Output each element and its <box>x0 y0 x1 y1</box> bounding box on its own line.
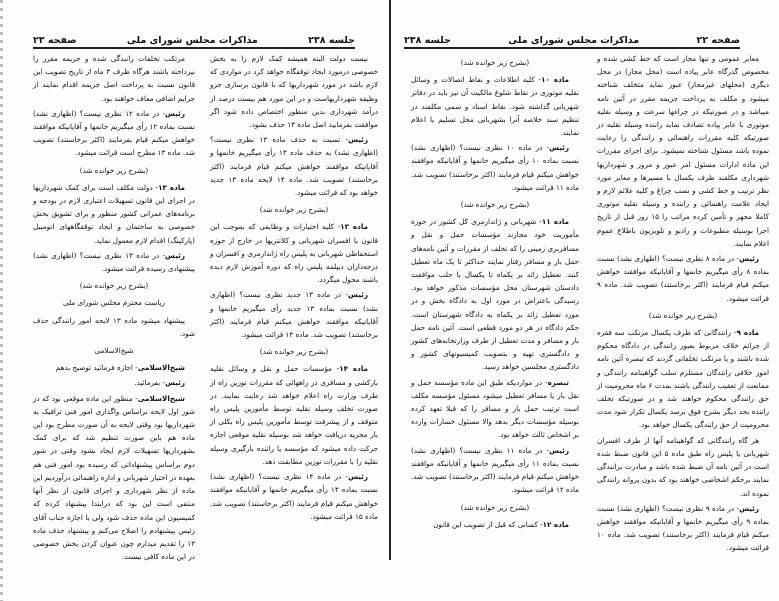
text-column <box>33 52 195 565</box>
speaker-paragraph <box>33 249 195 275</box>
paragraph-text: (بشرح زیر خوانده شد) <box>460 502 530 512</box>
speaker-paragraph <box>210 470 378 523</box>
paragraph-text: - بفرمائید. <box>134 378 166 388</box>
paragraph-text: - کسانی که قبل از تصویب این قانون <box>433 519 543 529</box>
text-column <box>411 52 579 533</box>
running-head <box>33 32 355 49</box>
page-number: صفحه ۲۲ <box>696 35 740 46</box>
stage-direction <box>33 279 195 292</box>
lead-label: رئیس <box>165 378 185 388</box>
speaker-paragraph <box>597 252 769 305</box>
paragraph-text: (بشرح زیر خوانده شد) <box>259 347 329 357</box>
lead-label: رئیس <box>165 108 185 118</box>
stage-direction <box>411 198 579 211</box>
text-column <box>597 52 769 557</box>
speaker-paragraph <box>33 392 195 564</box>
body-paragraph <box>597 434 769 500</box>
lead-label: تبصره <box>547 377 569 387</box>
lead-label: ماده ۱۳ <box>158 182 185 192</box>
lead-label: ماده ۱۱ <box>541 217 569 227</box>
lead-label: رئیس <box>739 254 759 264</box>
lead-label: رئیس <box>348 472 368 482</box>
paragraph-text: هر گاه رانندگانی که گواهینامه آنها از طرف افسران شهربانی یا پلیس راه طبق ماده ۵ این قانون ضبط شده است در آئین نامه آن ضبط شده باشد و مبادرت برانندگی نمایند برحکم اشخاصی خواهند بود که بدون پروانه رانندگی نموده اند. <box>597 435 770 498</box>
lead-label: ماده ۱۲ <box>542 519 569 529</box>
paragraph-text: پیشنهاد میشود ماده ۱۳ لایحه امور رانندگی حذف شود. <box>33 315 195 338</box>
paragraph-text: (بشرح زیر خوانده شد) <box>648 310 718 320</box>
session-label: جلسه ۲۳۸ <box>404 35 451 46</box>
speaker-paragraph <box>597 502 769 555</box>
stage-direction <box>210 203 378 216</box>
lead-label: ماده ۱۳ <box>340 222 368 232</box>
article-paragraph <box>33 181 195 247</box>
speaker-paragraph <box>411 444 579 497</box>
article-paragraph <box>411 73 579 139</box>
speaker-paragraph <box>210 133 378 199</box>
paragraph-text: - در مواردیکه طبق این ماده مؤسسه حمل و نقل بار یا مسافر تعطیل میشود مسئول مؤسسه مکلف است ترتیب حمل بار و مسافر را که قبلا تعهد کرده بوسیله مؤسسات دیگر بدهد والا مسئول خسارات وارده بر اشخاص ثالث خواهد بود. <box>411 377 579 440</box>
stage-direction <box>210 345 378 358</box>
lead-label: ماده ۹ <box>736 328 759 338</box>
session-label: جلسه ۲۳۸ <box>308 35 355 46</box>
paragraph-text: - اجازه فرمائید توضیح بدهم <box>55 363 138 373</box>
stage-direction <box>33 164 195 177</box>
paragraph-text: (بشرح زیر خوانده شد) <box>79 281 149 291</box>
lead-label: شیخ‌الاسلامی <box>137 393 185 403</box>
lead-label: رئیس <box>348 290 368 300</box>
stage-direction <box>597 309 769 322</box>
lead-label: رئیس <box>549 445 569 455</box>
page-gutter <box>389 0 391 560</box>
paragraph-text: - نسبت به حذف ماده ۱۳ نظری نیست؟ (اظهاری نشد) به حذف ماده ۱۳ رأی میگیریم خانمها و آقایانیکه موافقند خواهش میکنم قیام فرمایند (اکثر برخاستند) تصویب شد. ماده ۱۴ لایحه ماده ۱۳ جدید خواهد بود که قرائت میشود. <box>210 135 379 198</box>
lead-label: ماده ۱۴ <box>339 364 368 374</box>
paragraph-text: (بشرح زیر خوانده شد) <box>460 200 530 210</box>
lead-label: رئیس <box>348 135 368 145</box>
paragraph-text: - منظور این ماده موقعی بود که در شور اول لایحه براساس واگذاری امور فنی ترافیک به شهرداریها بود وقتی لایحه به آن صورت مطرح بود این ماده هم باین صورت تنظیم شد که برای کمک بشهرداریها تسهیلات لازم ایجاد بشود وقتی در شور دوم براساس پیشنهاداتی که رسیده بود امور فنی هم بعهده در اختیار شهربانی و اداره راهنمائی درآوردیم این ماده از نظر شهرداری و اجرای قانون از نظر آنها منتفی است این بود که درابتدا پیشنهاد کرده که کمیسیون این ماده حذف شود ولی با اجازه جناب آقای رئیس پیشنهادم را اصلاح می‌کنم و پیشنهاد حذف ماده ۱۳ را تقدیم میدارم چون عنوان کردن بخش خصوصی در این ماده کافی نیست. <box>33 393 195 562</box>
article-paragraph <box>411 215 579 373</box>
paragraph-text: شیخ‌الاسلامی <box>94 346 134 356</box>
paragraph-text: - در ماده ۱۰ نظری نیست؟ (اظهاری نشد) نسبت بماده ۱۰ رأی میگیریم خانمها و آقایانیکه موافقند خواهش میکنم قیام فرمایند (اکثر برخاستند) تصویب شد. ماده ۱۱ قرائت میشود. <box>411 143 579 192</box>
speaker-paragraph <box>33 361 195 374</box>
body-paragraph <box>597 52 769 250</box>
paragraph-text: - در ماده ۱۳ نظری نیست؟ (اظهاری نشد) پیشنهادی رسیده قرائت میشود. <box>33 250 195 274</box>
paragraph-text: مرتکب تخلفات رانندگی شده و جریمه مقرر را نپرداخته باشند هرگاه ظرف ۳ ماه از تاریخ تصویب این قانون نسبت به پرداخت اصل جریمه اقدام نمایند از جرایم اضافی معاف خواهند بود. <box>33 54 195 103</box>
article-paragraph <box>411 376 579 442</box>
article-paragraph <box>210 362 378 468</box>
paragraph-text: - کلیه اختیارات و وظایفی که بموجب این قانون با افسران شهربانی و کلانتریها در خارج از حوزه استحفاظی شهربانی به پلیس راه ژاندارمری و افسران و درجه‌داران دیپلمه پلیس راه که دوره آموزش لازم دیده باشند محول میگردد. <box>210 222 378 285</box>
paragraph-text: نیست دولت البته همیشه کمک لازم را به بخش خصوصی درمورد ایجاد توقفگاه خواهد کرد در مواردی که لازم باشد در مورد شهرداریها که با قانون برسازی جزو وظیفه شهرداریهاست و در این مورد هم بیست درصد از درآمد شهرداری بدین منظور اختصاص داده شود اگر موافقت بفرمایید اصل ماده ۱۳ حذف بشود. <box>210 54 378 130</box>
paragraph-text: - در ماده ۱۲ نظری نیست؟ (اظهاری نشد) نسبت بماده ۱۲ رأی میگیریم خانمها و آقایانیکه موافقند خواهش میکنم قیام بفرمایند (اکثر برخاستند) تصویب شد. ماده ۱۳ مطرح است قرائت میشود. <box>33 108 195 158</box>
article-paragraph <box>411 518 579 531</box>
paragraph-text: (بشرح زیر خوانده شد) <box>79 165 149 175</box>
stage-direction <box>411 56 579 69</box>
stage-direction <box>411 501 579 514</box>
article-paragraph <box>210 220 378 286</box>
paragraph-text: - در ماده ۱۳ جدید نظری نیست؟ (اظهاری نشد) نسبت بماده ۱۳ جدید رأی میگیریم خانمها و آقایانیکه موافقند خواهش میکنم قیام فرمایند (اکثر برخاستند) تصویب شد. ماده ۱۴ قرائت میشود. <box>210 290 378 340</box>
article-paragraph <box>597 326 769 432</box>
body-paragraph <box>33 314 195 340</box>
speaker-paragraph <box>33 107 195 160</box>
lead-label: ماده ۱۰ <box>541 75 569 85</box>
paragraph-text: - شهربانی و ژاندارمری کل کشور در حوزه مأموریت خود مجازند مؤسسات حمل و نقل و مسافربری زمینی را که تخلف از مقررات و آئین نامه‌های حمل بار و مسافر رفتار نمایند حداکثر تا یک ماه تعطیل کنند. تعطیل زائد بر یکماه تا یکسال با جلب موافقت دادستان شهرستان محل مؤسسات مذکور خواهد بود. رسیدگی باعتراض در مورد اول به دادگاه بخش و در مورد تعطیل زائد بر یکماه به دادگاه شهرستان است. حکم دادگاه در هر دو مورد قطعی است. آئین نامه حمل بار و مسافر و مدت تعطیل از طرف وزارتخانه‌های کشور و دادگستری تهیه و بتصویب کمیسیونهای کشور و دادگستری مجلسین خواهد رسید. <box>411 217 579 372</box>
body-paragraph <box>33 52 195 105</box>
running-title: مذاکرات مجلس شورای ملی <box>508 35 640 46</box>
paragraph-text: (بشرح زیر خوانده شد) <box>259 205 329 215</box>
text-column <box>210 52 378 525</box>
paragraph-text: ریاست محترم مجلس شورای ملی <box>62 298 166 308</box>
paragraph-text: - مؤسسات حمل و نقل و وسائل نقلیه بارکشی و مسافری در راههائی که مقررات توزین راه از طرف وزارت راه اعلام خواهد شد رعایت نمایند. در صورت تخلف وسیله نقلیه توسط مأمورین پلیس راه متوقف و از پیشرفت توسط مأمورین پلیس راه بکلی از بار مجریه دریافت خواهد شد بوسیله نقلیه موقعی اجازه حرکت داده میشود که مؤسسه یا راننده بارگیری وسیله نقلیه را با مقررات توزین مطابقت دهد. <box>210 364 378 466</box>
lead-label: رئیس <box>549 143 569 153</box>
paragraph-text: - در ماده ۱۱ نظری نیست؟ (اظهاری نشد) نسبت بماده ۱۱ رأی میگیریم خانمها و آقایانیکه موافقند خواهش میکنم قیام فرمایند (اکثر برخاستند) تصویب شد. ماده ۱۲ قرائت میشود. <box>411 445 579 495</box>
speaker-paragraph <box>411 141 579 194</box>
signature <box>33 344 195 357</box>
running-title: مذاکرات مجلس شورای ملی <box>126 35 258 46</box>
running-head <box>404 32 740 49</box>
page-number: صفحه ۲۳ <box>33 35 77 46</box>
paragraph-text: (بشرح زیر خوانده شد) <box>460 58 530 67</box>
paragraph-text: - کلیه اطلاعات و نقاط اتصالات و وسائل نقلیه موتوری در نقاط شلوغ مالکیت آن نیز باید در دفاتر شهربانی گذاشته شود. نقاط اسناد و سمی مکلفند در تنظیم سند خلاصه آنرا بشهربانی محل تسلیم یا اعلام نمایند. <box>411 75 579 138</box>
page-right <box>392 0 779 601</box>
lead-label: رئیس <box>739 503 759 513</box>
paragraph-text: - در ماده ۱۴ نظری نیست؟ (اظهاری نشد) نسبت بماده ۱۴ رأی میگیریم خانمها و آقایانیکه موافقند خواهش میکنم قیام فرمایند (اکثر برخاستند) تصویب شد. ماده ۱۵ قرائت میشود. <box>210 472 378 521</box>
lead-label: رئیس <box>165 250 185 260</box>
body-paragraph <box>210 52 378 131</box>
speaker-paragraph <box>33 376 195 389</box>
paragraph-text: - دولت مکلف است برای کمک شهرداریها در اجرای این قانون تسهیلات اعتباری لازم در بودجه و برنامه‌های عمرانی کشور منظور و برای تشویق بخش خصوصی به ساختمان و ایجاد توقفگاههای اتومبیل (پارکینگ) اقدام لازم معمول نماید. <box>33 182 195 245</box>
lead-label: شیخ‌الاسلامی <box>137 363 185 373</box>
paragraph-text: - رانندگانی که ظرف یکسال مرتکب سه فقره از جرائم خلاف مربوط بعبور رانندگی در دادگاه محکوم شده باشند و یا مرتکب تخلفاتی گردند که تبصره آئین نامه امور خلافی رانندگان مستلزم سلب گواهینامه رانندگی و ممانعت از تعقیب رانندگی باشند بمدت ۶ ماه محرومیت از حق رانندگی محکوم خواهند شد و در صورتیکه تخلف راننده بحد دیگر بشرح فوق برسد یکسال تکرار شود مدت محرومیت از حق رانندگی یکسال خواهد بود. <box>597 328 769 430</box>
stage-direction <box>33 296 195 309</box>
paragraph-text: - در ماده ۹ نظری نیست؟ (اظهاری نشد) نسبت بماده ۹ رأی میگیریم خانمها و آقایانیکه موافقند خواهش میکنم قیام فرمایند (اکثر برخاستند) تصویب شد. ماده ۱۰ قرائت میشود. <box>597 503 769 553</box>
paragraph-text: معابر عمومی و تنها مجاز است که خط کشی شده و مخصوص گذرگاه عابر پیاده است (محل مجاز) در محل دیگری (محلهای غیرمجاز) عبور نماید متخلف شناخته میشود و مکلف به پرداخت جریمه مقرر در آئین نامه میباشد و در صورتیکه در چراغها سرعت و وسیله نقلیه موتوری با عابر پیاده تصادف نماید راننده وسیله نقلیه در صورتیکه کلیه مقررات راهنمائی و رانندگی را رعایت نموده باشد مسئول شناخته نمیشود. برای اجرای مقررات این ماده ادارات مسئول امر عبور و مرور و شهرداریها شهرداری مکلفند ظرف یکسال با مسیرها و معابر مورد نظر ترتیب و خط کشی و نصب چراغ و کلیه علائم لازم و ایجاد علامت راهنمائی و راننده و وسیله نقلیه موتوری کاملا مجهز و تأمین کرده مراتب را ۱۵ روز قبل از تاریخ اجرا بوسیله مطبوعات و رادیو و تلویزیون باطلاع عموم اعلام نمایند. <box>597 54 769 248</box>
paragraph-text: - در ماده ۸ نظری نیست؟ (اظهاری نشد) نسبت بماده ۸ رأی میگیریم خانمها و آقایانیکه موافقند خواهش میکنم قیام فرمایند (اکثر برخاستند) تصویب شد. ماده ۹ قرائت میشود. <box>597 254 769 303</box>
speaker-paragraph <box>210 288 378 341</box>
page-left <box>0 0 388 601</box>
